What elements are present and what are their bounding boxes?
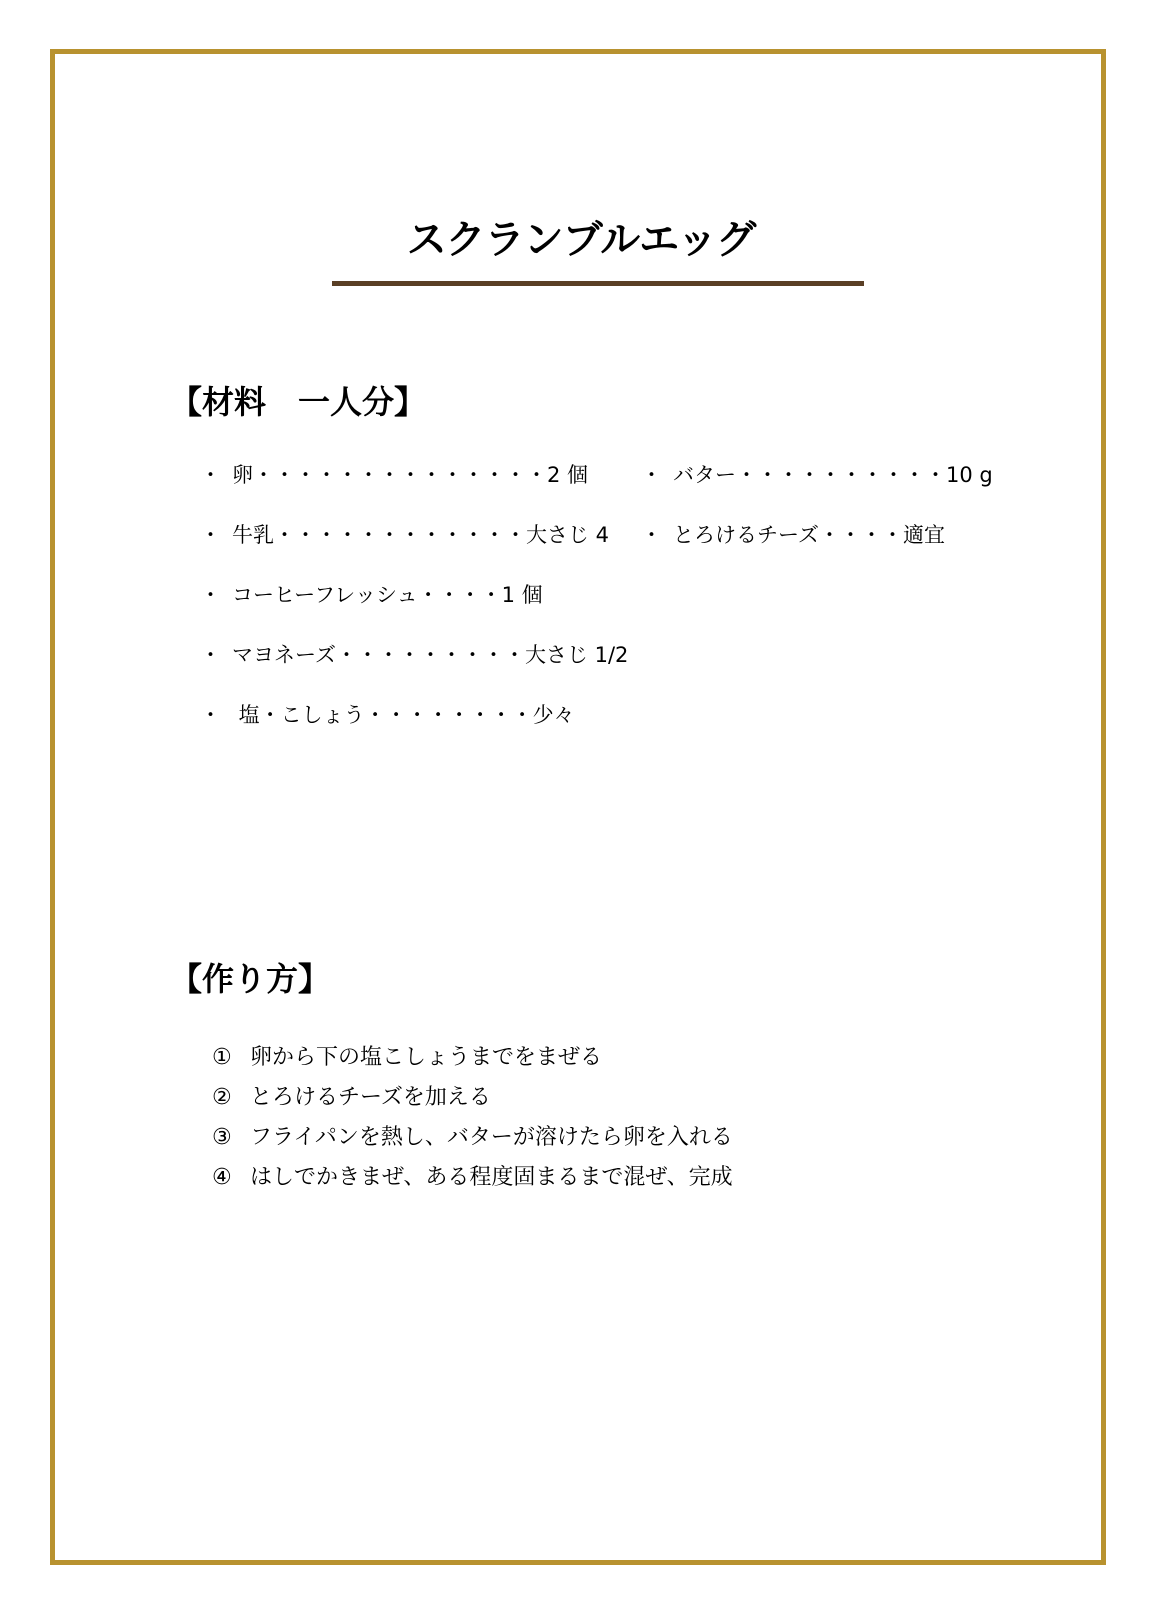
ingredients-list-left <box>200 460 628 760</box>
ingredients-heading: 【材料 一人分】 <box>170 383 427 421</box>
step-number: ① <box>212 1045 232 1070</box>
ingredient-text: 卵・・・・・・・・・・・・・・2 個 <box>232 463 589 487</box>
bullet: ・ <box>200 523 221 547</box>
recipe-title: スクランブルエッグ <box>406 217 756 263</box>
step-item <box>212 1162 733 1202</box>
page-border <box>50 49 1106 1565</box>
ingredient-item <box>200 700 628 760</box>
method-heading: 【作り方】 <box>170 960 331 998</box>
bullet: ・ <box>200 643 221 667</box>
step-item <box>212 1122 733 1162</box>
bullet: ・ <box>641 523 662 547</box>
ingredient-text: コーヒーフレッシュ・・・・1 個 <box>232 583 543 607</box>
ingredients-list-right <box>641 460 993 580</box>
title-underline <box>332 281 864 286</box>
bullet: ・ <box>641 463 662 487</box>
step-item <box>212 1042 733 1082</box>
step-number: ③ <box>212 1125 232 1150</box>
bullet: ・ <box>200 703 221 727</box>
bullet: ・ <box>200 463 221 487</box>
step-number: ④ <box>212 1165 232 1190</box>
ingredient-text: バター・・・・・・・・・・10 g <box>673 463 993 487</box>
step-item <box>212 1082 733 1122</box>
ingredient-item <box>200 640 628 700</box>
ingredient-item <box>200 580 628 640</box>
ingredient-item <box>641 520 993 580</box>
ingredient-text: 塩・こしょう・・・・・・・・少々 <box>232 703 575 727</box>
bullet: ・ <box>200 583 221 607</box>
step-text: フライパンを熱し、バターが溶けたら卵を入れる <box>250 1125 733 1150</box>
step-text: とろけるチーズを加える <box>250 1085 491 1110</box>
ingredient-text: とろけるチーズ・・・・適宜 <box>673 523 945 547</box>
ingredient-text: 牛乳・・・・・・・・・・・・大さじ 4 <box>232 523 610 547</box>
method-steps <box>212 1042 733 1202</box>
step-text: 卵から下の塩こしょうまでをまぜる <box>250 1045 603 1070</box>
step-text: はしでかきまぜ、ある程度固まるまで混ぜ、完成 <box>250 1165 733 1190</box>
ingredient-item <box>200 460 628 520</box>
ingredient-item <box>641 460 993 520</box>
ingredient-item <box>200 520 628 580</box>
step-number: ② <box>212 1085 232 1110</box>
ingredient-text: マヨネーズ・・・・・・・・・大さじ 1/2 <box>232 643 629 667</box>
